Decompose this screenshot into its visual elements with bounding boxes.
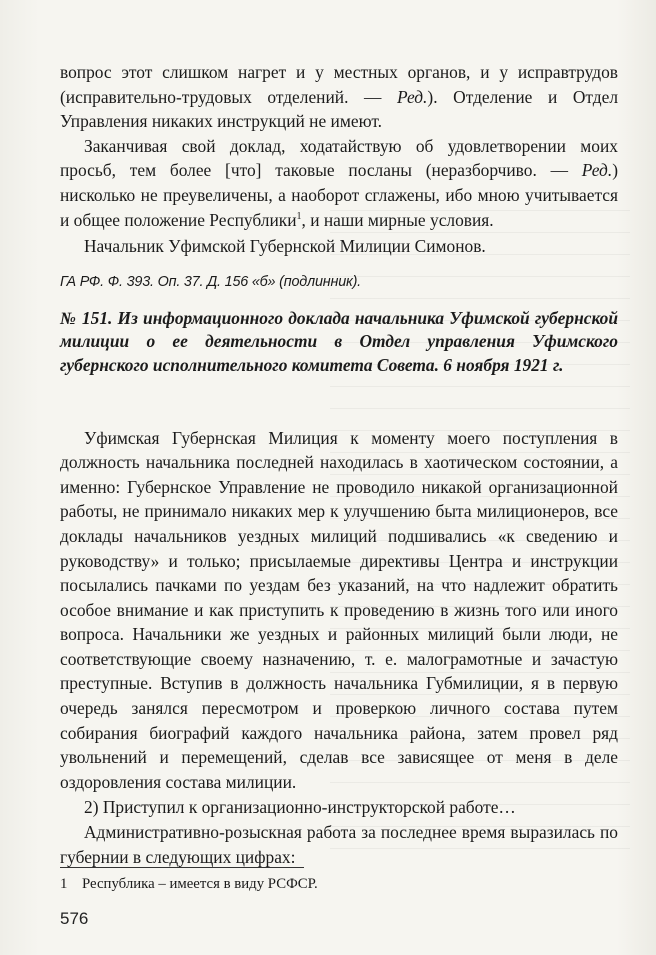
document-paragraph-2: 2) Приступил к организационно-инструкторской работе… <box>84 797 516 818</box>
document-paragraph-1: Уфимская Губернская Милиция к моменту моего поступления в должность начальника последней находилась в хаотическом состоянии, а именно: Губернское Управление не проводило никакой организационной работы, не принимало никаких мер к улучшению быта милиционеров, все доклады начальников уездных милиций подшивались «к сведению и руководству» и только; присылаемые директивы Центра и инструкции посылались пачками по уездам без указаний, на что надлежит обратить особое внимание и как приступить к проведению в жизнь того или иного вопроса. Начальники же уездных и районных милиций были люди, не соответствующие своему назначению, т. е. малограмотные и зачастую преступные. Вступив в должность начальника Губмилиции, я в первую очередь занялся пересмотром и проверкою личного состава путем собирания биографий каждого начальника района, затем провел ряд увольнений и перемещений, сделав все зависящее от меня в деле оздоровления состава милиции. <box>60 427 618 792</box>
footnote-marker: 1 <box>296 210 302 222</box>
document-paragraph-3: Административно-розыскная работа за последнее время выразилась по губернии в следующих цифрах: <box>60 822 618 867</box>
footnote-number: 1 <box>60 876 68 892</box>
page-number: 576 <box>60 909 89 928</box>
document-heading: № 151. Из информационного доклада начальника Уфимской губернской милиции о ее деятельности в Отдел управления Уфимского губернского исполнительного комитета Совета. 6 ноября 1921 г. <box>60 307 618 375</box>
intro-paragraph-2: Заканчивая свой доклад, ходатайствую об удовлетворении моих просьб, тем более [что] таковые посланы (неразборчиво. — Ред.) нисколько не преувеличены, а наоборот сглажены, ибо мною учитывается и общее положение Республики$^1$, и наши мирные условия. <box>60 135 618 230</box>
footnote-divider <box>60 867 304 868</box>
signature-line: Начальник Уфимской Губернской Милиции Симонов. <box>84 236 486 257</box>
editor-note: Ред. <box>581 160 613 181</box>
heading-spacer <box>60 378 618 426</box>
archive-source-reference: ГА РФ. Ф. 393. Оп. 37. Д. 156 «б» (подлинник). <box>60 273 361 290</box>
editor-note: Ред. <box>396 86 428 107</box>
footnote <box>60 874 620 894</box>
intro-paragraph-1: вопрос этот слишком нагрет и у местных органов, и у исправтрудов (исправительно-трудовых отделений. — Ред.). Отделение и Отдел Управления никаких инструкций не имеют. <box>60 62 618 132</box>
page-body <box>60 60 618 869</box>
footnote-text: Республика – имеется в виду РСФСР. <box>82 876 318 892</box>
